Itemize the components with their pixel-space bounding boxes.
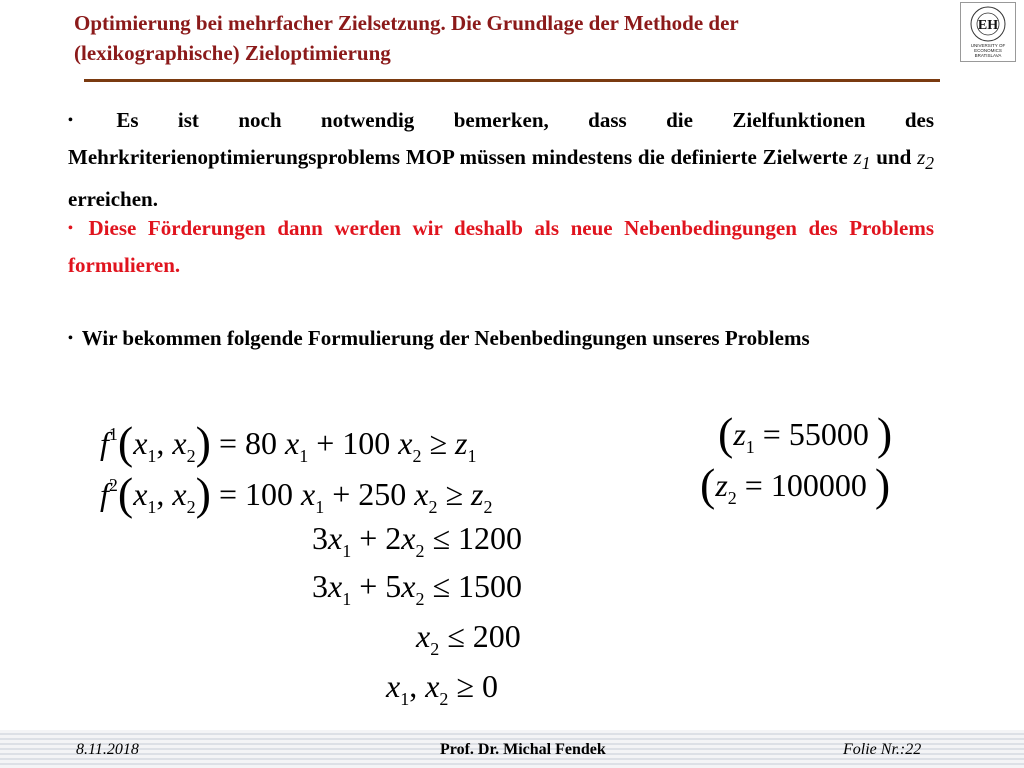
formula-objective-2: $f^2(x_1$, $x_2) = 100$ $x_1 + 250$ $x_2 \ge z_2$	[100, 468, 493, 519]
svg-text:EH: EH	[977, 18, 999, 33]
z2-symbol: $z_2$	[917, 145, 935, 174]
title-divider	[84, 79, 940, 82]
footer-slide-number: Folie Nr.:22	[843, 741, 922, 758]
formula-objective-1: $f^1(x_1$, $x_2) = 80$ $x_1 + 100$ $x_2 \ge z_1$	[100, 417, 477, 468]
seal-icon	[961, 3, 1015, 43]
constraint-3: $x_2 \le 200$	[416, 618, 521, 659]
footer-author: Prof. Dr. Michal Fendek	[440, 741, 606, 758]
paragraph-3-text: Wir bekommen folgende Formulierung der Nebenbedingungen unseres Problems	[81, 326, 810, 350]
constraint-2: $3x_1 + 5x_2 \le 1500$	[312, 568, 523, 609]
constraint-nonnegativity: $x_1$, $x_2 \ge 0$	[386, 668, 498, 709]
paragraph-1-end: erreichen.	[68, 187, 158, 212]
title-line-2: (lexikographische) Zieloptimierung	[74, 41, 391, 65]
paragraph-1	[68, 102, 934, 217]
paragraph-1-text: Es ist noch notwendig bemerken, dass die Zielfunktionen des Mehrkriterienoptimierungsproblems MOP müssen mindestens die definierte Zielwerte	[68, 108, 935, 169]
paragraph-3	[68, 320, 934, 357]
paragraph-1-and: und	[876, 145, 912, 169]
goal-value-1: ($z_1 = 55000$ )	[718, 408, 893, 459]
bullet-icon: •	[68, 331, 73, 346]
university-logo	[960, 2, 1016, 62]
goal-value-2: ($z_2 = 100000$ )	[700, 459, 891, 510]
bullet-icon: •	[68, 221, 73, 236]
title-line-1: Optimierung bei mehrfacher Zielsetzung. Die Grundlage der Methode der	[74, 11, 739, 35]
paragraph-2	[68, 210, 934, 283]
constraint-1: $3x_1 + 2x_2 \le 1200$	[312, 520, 523, 561]
logo-text: UNIVERSITY OF ECONOMICS BRATISLAVA	[970, 43, 1006, 58]
paragraph-2-text: Diese Förderungen dann werden wir deshalb als neue Nebenbedingungen des Problems formulieren.	[68, 216, 935, 277]
slide-title	[74, 8, 934, 68]
z1-symbol: $z_1$	[853, 145, 871, 174]
bullet-icon: •	[68, 113, 73, 128]
footer-date: 8.11.2018	[76, 741, 139, 758]
